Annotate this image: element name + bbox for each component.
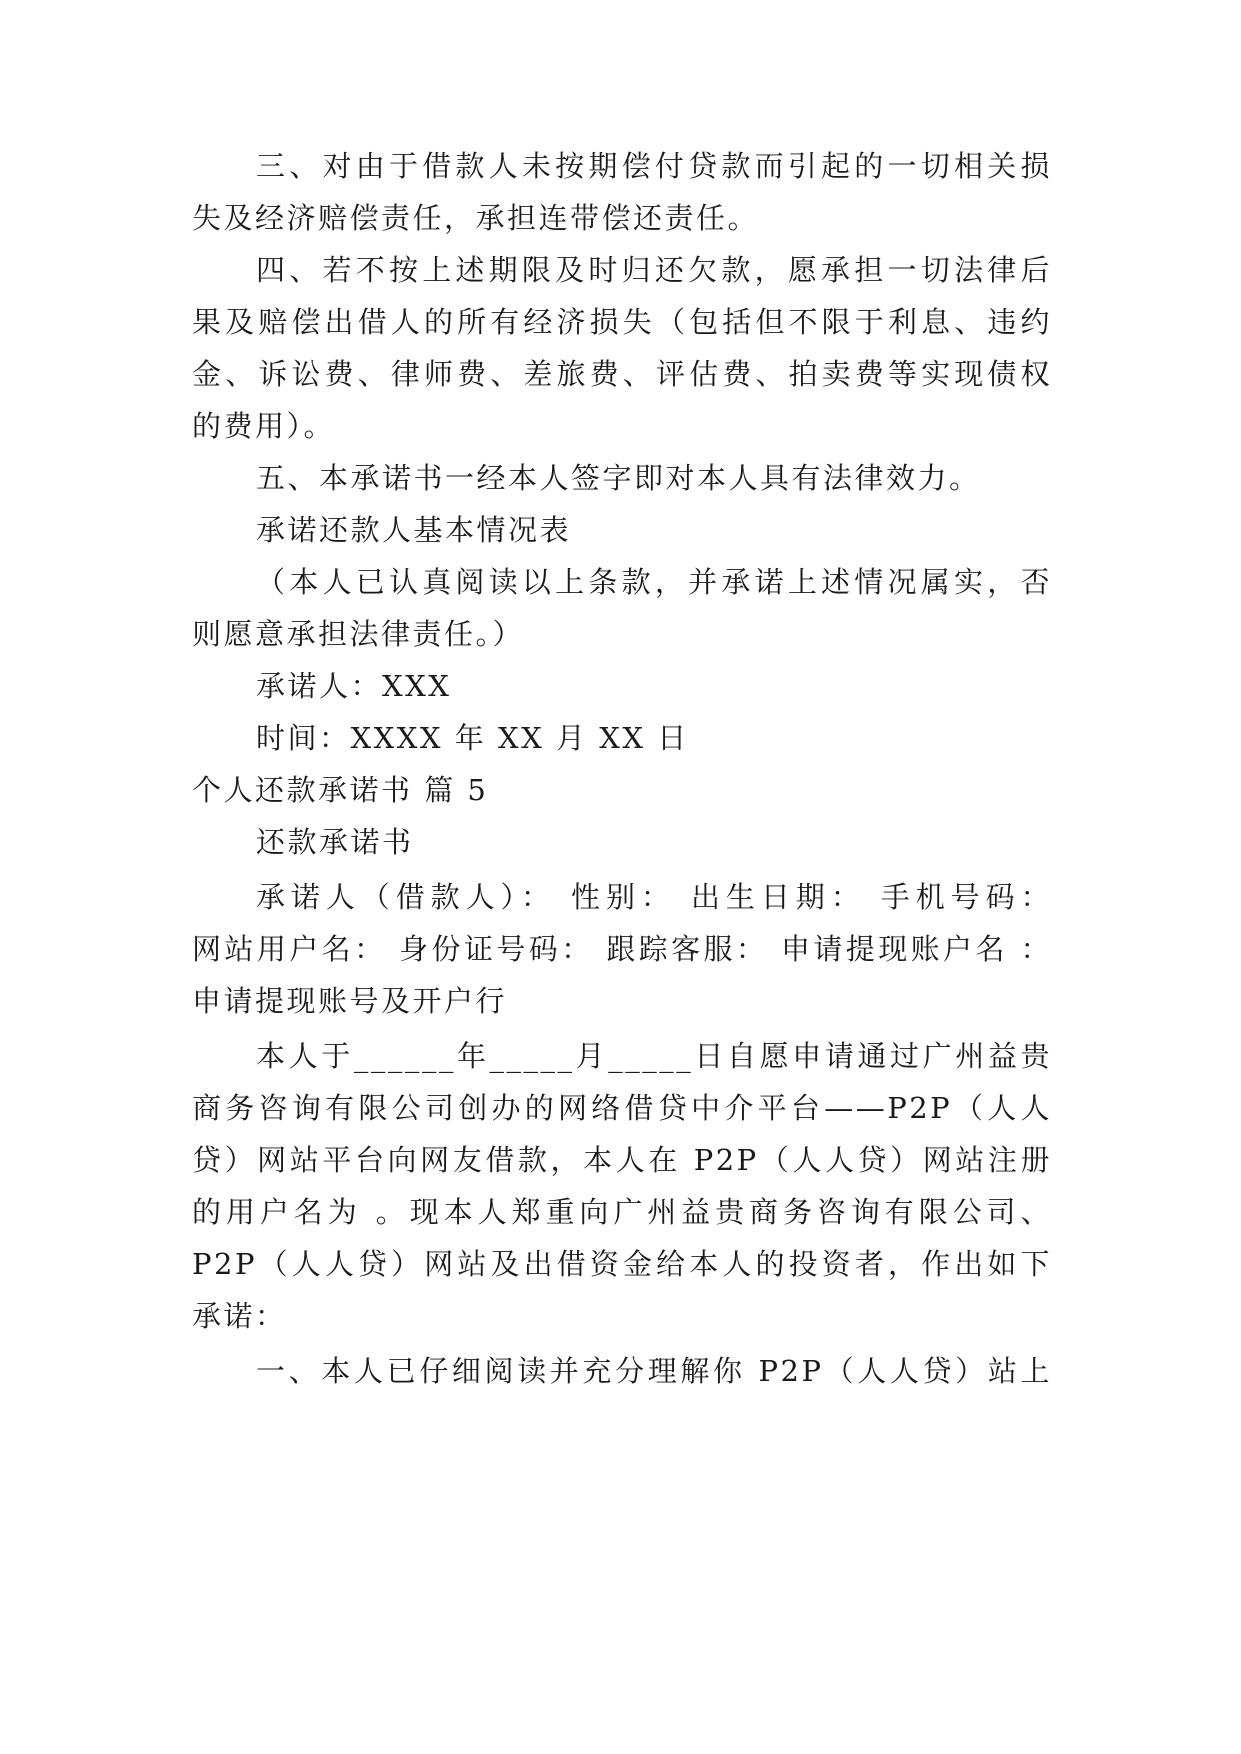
paragraph-line: 五、本承诺书一经本人签字即对本人具有法律效力。 [256, 461, 981, 495]
paragraph-line: 果及赔偿出借人的所有经济损失（包括但不限于利息、违约 [192, 305, 1052, 339]
paragraph-line: 商务咨询有限公司创办的网络借贷中介平台——P2P（人人 [192, 1091, 1052, 1125]
paragraph-line: 本人于______年_____月_____日自愿申请通过广州益贵 [256, 1039, 1052, 1073]
paragraph-line: P2P（人人贷）网站及出借资金给本人的投资者，作出如下 [192, 1247, 1052, 1281]
section-heading: 个人还款承诺书 篇 5 [192, 773, 489, 807]
paragraph-line: 的费用）。 [192, 409, 336, 443]
paragraph-line: 金、诉讼费、律师费、差旅费、评估费、拍卖费等实现债权 [192, 357, 1052, 391]
form-fields-line: 承诺人（借款人）： 性别： 出生日期： 手机号码： [256, 880, 1052, 914]
paragraph-line: （本人已认真阅读以上条款，并承诺上述情况属实，否 [256, 565, 1052, 599]
form-fields-line: 申请提现账号及开户行 [192, 984, 508, 1018]
paragraph-line: 三、对由于借款人未按期偿付贷款而引起的一切相关损 [256, 149, 1052, 183]
paragraph-line: 的用户名为 。现本人郑重向广州益贵商务咨询有限公司、 [192, 1195, 1052, 1229]
form-fields-line: 网站用户名： 身份证号码： 跟踪客服： 申请提现账户名 ： [192, 932, 1052, 966]
paragraph-line: 承诺还款人基本情况表 [256, 513, 572, 547]
document-title: 还款承诺书 [256, 825, 414, 859]
paragraph-line: 一、本人已仔细阅读并充分理解你 P2P（人人贷）站上 [256, 1354, 1052, 1388]
paragraph-line: 承诺： [192, 1299, 287, 1333]
paragraph-line: 则愿意承担法律责任。） [192, 617, 525, 651]
date-line: 时间：XXXX 年 XX 月 XX 日 [256, 721, 689, 755]
paragraph-line: 贷）网站平台向网友借款，本人在 P2P（人人贷）网站注册 [192, 1143, 1052, 1177]
paragraph-line: 四、若不按上述期限及时归还欠款，愿承担一切法律后 [256, 253, 1052, 287]
paragraph-line: 失及经济赔偿责任，承担连带偿还责任。 [192, 201, 760, 235]
signatory-line: 承诺人：XXX [256, 669, 452, 703]
